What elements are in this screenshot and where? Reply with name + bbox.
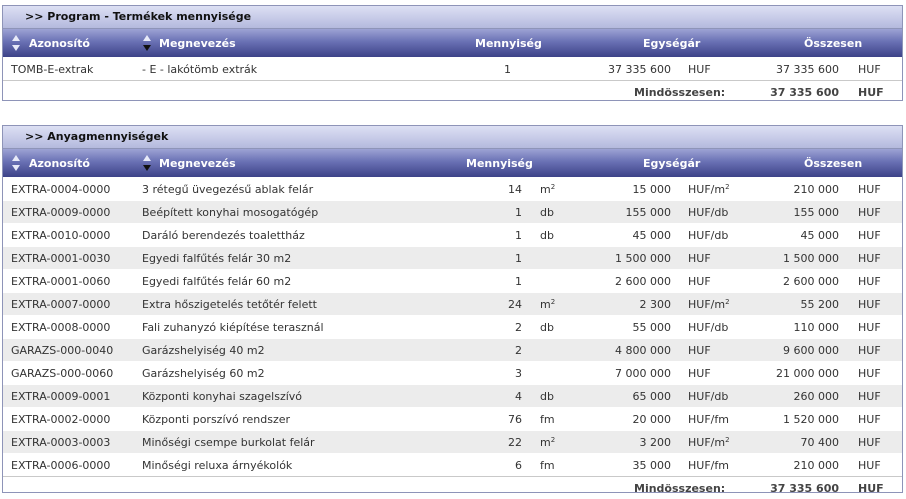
row-total	[743, 344, 839, 357]
row-quantity-unit-text: db	[540, 206, 554, 219]
row-name	[142, 63, 257, 76]
sort-both-icon[interactable]	[11, 153, 21, 173]
row-name	[142, 344, 265, 357]
row-name-text: Daráló berendezés toalettház	[142, 229, 305, 242]
sort-both-icon[interactable]	[11, 33, 21, 53]
grand-total-label: Mindösszesen:	[634, 482, 726, 495]
row-total	[743, 298, 839, 311]
row-price-unit	[688, 459, 729, 472]
row-name	[142, 183, 313, 196]
table-row[interactable]	[3, 177, 902, 200]
row-quantity-unit	[540, 206, 554, 219]
row-price-unit-text: HUF/fm	[688, 413, 729, 426]
table-row[interactable]	[3, 292, 902, 315]
row-total-unit-text: HUF	[858, 63, 881, 76]
row-price-unit-text: HUF/m	[688, 298, 726, 311]
row-total-unit	[858, 63, 881, 76]
row-price-unit	[688, 252, 711, 265]
row-price-unit	[688, 413, 729, 426]
row-quantity-unit	[540, 436, 555, 449]
row-id	[11, 63, 93, 76]
row-price-unit	[688, 229, 728, 242]
table-row[interactable]	[3, 200, 902, 223]
row-id-text: EXTRA-0001-0030	[11, 252, 111, 265]
row-price-unit-text: HUF/m	[688, 183, 726, 196]
row-total-unit-text: HUF	[858, 298, 881, 311]
row-quantity	[462, 413, 522, 426]
row-total	[743, 63, 839, 76]
row-total	[743, 390, 839, 403]
row-quantity-unit-superscript: 2	[550, 436, 556, 444]
row-total-text: 110 000	[793, 321, 839, 334]
row-quantity-text: 6	[515, 459, 522, 472]
row-total-unit	[858, 229, 881, 242]
row-total-text: 1 500 000	[783, 252, 839, 265]
column-header-quantity[interactable]: Mennyiség	[475, 37, 542, 50]
row-unit-price	[573, 459, 671, 472]
column-header-unit-price[interactable]: Egységár	[643, 37, 701, 50]
table-row[interactable]	[3, 223, 902, 246]
row-total	[743, 183, 839, 196]
materials-grand-total-row	[3, 476, 902, 499]
row-id-text: EXTRA-0001-0060	[11, 275, 111, 288]
row-unit-price-text: 35 000	[632, 459, 671, 472]
row-quantity-text: 1	[515, 206, 522, 219]
row-id	[11, 367, 113, 380]
row-unit-price-text: 45 000	[632, 229, 671, 242]
row-price-unit	[688, 436, 730, 449]
table-row[interactable]	[3, 57, 902, 80]
sort-descending-icon[interactable]	[142, 153, 152, 173]
row-name-text: Minőségi csempe burkolat felár	[142, 436, 315, 449]
row-price-unit	[688, 298, 730, 311]
table-row[interactable]	[3, 269, 902, 292]
row-quantity	[462, 321, 522, 334]
row-name-text: - E - lakótömb extrák	[142, 63, 258, 76]
table-row[interactable]	[3, 407, 902, 430]
column-header-name[interactable]: Megnevezés	[159, 157, 236, 170]
row-name-text: Egyedi falfűtés felár 60 m2	[142, 275, 292, 288]
column-header-total[interactable]: Összesen	[804, 37, 863, 50]
program-table-body	[3, 57, 902, 80]
table-row[interactable]	[3, 361, 902, 384]
row-total-unit-text: HUF	[858, 390, 881, 403]
row-total-text: 210 000	[793, 183, 839, 196]
row-price-unit-text: HUF	[688, 252, 711, 265]
row-unit-price	[573, 344, 671, 357]
row-quantity	[462, 459, 522, 472]
row-id	[11, 390, 110, 403]
row-price-unit	[688, 63, 711, 76]
row-price-unit-text: HUF/fm	[688, 459, 729, 472]
row-id-text: GARAZS-000-0060	[11, 367, 114, 380]
row-name	[142, 252, 291, 265]
row-quantity	[462, 252, 522, 265]
row-id	[11, 321, 110, 334]
row-quantity-unit-superscript: 2	[550, 183, 556, 191]
row-total-unit	[858, 413, 881, 426]
grand-total-unit: HUF	[858, 86, 884, 99]
row-id-text: EXTRA-0008-0000	[11, 321, 111, 334]
row-name-text: Beépített konyhai mosogatógép	[142, 206, 319, 219]
row-quantity-unit	[540, 390, 554, 403]
row-total-text: 210 000	[793, 459, 839, 472]
row-price-unit-text: HUF/db	[688, 321, 729, 334]
row-id	[11, 344, 113, 357]
row-quantity-unit-text: db	[540, 321, 554, 334]
row-quantity	[462, 206, 522, 219]
row-price-unit-text: HUF	[688, 367, 711, 380]
row-unit-price-text: 37 335 600	[608, 63, 671, 76]
row-total-text: 37 335 600	[776, 63, 839, 76]
row-quantity	[451, 63, 511, 76]
row-quantity-unit	[540, 413, 555, 426]
row-price-unit-text: HUF	[688, 344, 711, 357]
row-quantity-text: 1	[515, 252, 522, 265]
row-unit-price	[573, 252, 671, 265]
row-quantity	[462, 229, 522, 242]
row-price-unit	[688, 275, 711, 288]
materials-table-body	[3, 177, 902, 476]
row-total-text: 45 000	[800, 229, 839, 242]
row-id	[11, 459, 110, 472]
row-quantity-text: 22	[508, 436, 522, 449]
row-unit-price	[573, 321, 671, 334]
row-price-unit-text: HUF/db	[688, 229, 729, 242]
row-quantity-unit	[540, 459, 555, 472]
row-unit-price	[573, 183, 671, 196]
row-total-unit-text: HUF	[858, 436, 881, 449]
table-row[interactable]	[3, 315, 902, 338]
row-total-unit-text: HUF	[858, 252, 881, 265]
row-quantity-text: 24	[508, 298, 522, 311]
grand-total-value: 37 335 600	[770, 482, 839, 495]
row-unit-price	[573, 298, 671, 311]
table-row[interactable]	[3, 246, 902, 269]
row-price-unit-text: HUF/db	[688, 390, 729, 403]
row-price-unit-text: HUF/db	[688, 206, 729, 219]
row-total-unit	[858, 459, 881, 472]
row-name	[142, 321, 324, 334]
row-unit-price	[573, 275, 671, 288]
row-price-unit-text: HUF	[688, 63, 711, 76]
row-total-unit-text: HUF	[858, 459, 881, 472]
row-unit-price	[573, 229, 671, 242]
row-quantity-unit-text: fm	[540, 413, 555, 426]
row-unit-price-text: 4 800 000	[615, 344, 671, 357]
row-total-text: 1 520 000	[783, 413, 839, 426]
row-unit-price-text: 2 600 000	[615, 275, 671, 288]
row-name-text: Egyedi falfűtés felár 30 m2	[142, 252, 292, 265]
row-unit-price-text: 15 000	[632, 183, 671, 196]
column-header-quantity[interactable]: Mennyiség	[466, 157, 533, 170]
row-quantity-unit-text: db	[540, 390, 554, 403]
row-total-unit-text: HUF	[858, 413, 881, 426]
row-total-unit-text: HUF	[858, 275, 881, 288]
row-quantity-text: 4	[515, 390, 522, 403]
row-total-unit-text: HUF	[858, 206, 881, 219]
row-total-unit-text: HUF	[858, 321, 881, 334]
row-id	[11, 183, 110, 196]
row-quantity-unit-text: fm	[540, 459, 555, 472]
row-id-text: EXTRA-0010-0000	[11, 229, 111, 242]
row-quantity-text: 1	[515, 229, 522, 242]
row-price-unit	[688, 367, 711, 380]
row-quantity-unit	[540, 229, 554, 242]
row-price-unit-text: HUF/m	[688, 436, 726, 449]
row-total-unit	[858, 275, 881, 288]
row-quantity-text: 1	[504, 63, 511, 76]
row-price-unit-superscript: 2	[725, 436, 730, 444]
row-quantity	[462, 298, 522, 311]
row-unit-price-text: 2 300	[639, 298, 671, 311]
row-id-text: EXTRA-0009-0001	[11, 390, 111, 403]
row-quantity-unit-text: m	[540, 298, 551, 311]
row-name	[142, 229, 305, 242]
row-total-unit	[858, 252, 881, 265]
row-name	[142, 298, 317, 311]
row-quantity	[462, 390, 522, 403]
materials-panel-title: >> Anyagmennyiségek	[3, 126, 902, 149]
row-name-text: Központi konyhai szagelszívó	[142, 390, 303, 403]
row-unit-price-text: 20 000	[632, 413, 671, 426]
row-id	[11, 413, 110, 426]
row-total-text: 2 600 000	[783, 275, 839, 288]
row-total-unit	[858, 436, 881, 449]
program-grand-total-row	[3, 80, 902, 103]
row-total-unit	[858, 298, 881, 311]
row-total	[743, 206, 839, 219]
row-unit-price	[573, 413, 671, 426]
table-row[interactable]	[3, 453, 902, 476]
row-total-unit-text: HUF	[858, 183, 881, 196]
materials-table-header	[3, 149, 902, 177]
row-total-unit-text: HUF	[858, 344, 881, 357]
materials-panel	[2, 125, 903, 493]
row-total	[743, 436, 839, 449]
row-name	[142, 413, 290, 426]
row-quantity-unit-text: m	[540, 436, 551, 449]
row-name-text: Garázshelyiség 60 m2	[142, 367, 265, 380]
row-id-text: EXTRA-0003-0003	[11, 436, 111, 449]
row-total	[743, 367, 839, 380]
row-id-text: TOMB-E-extrak	[11, 63, 94, 76]
row-total-text: 21 000 000	[776, 367, 839, 380]
row-id-text: EXTRA-0007-0000	[11, 298, 111, 311]
row-total	[743, 459, 839, 472]
row-id	[11, 206, 110, 219]
row-unit-price-text: 7 000 000	[615, 367, 671, 380]
row-id	[11, 275, 110, 288]
row-total-unit-text: HUF	[858, 229, 881, 242]
grand-total-unit: HUF	[858, 482, 884, 495]
row-name	[142, 275, 291, 288]
row-quantity	[462, 344, 522, 357]
row-total	[743, 229, 839, 242]
row-total	[743, 275, 839, 288]
row-name	[142, 206, 318, 219]
sort-descending-icon[interactable]	[142, 33, 152, 53]
row-quantity-unit-superscript: 2	[550, 298, 556, 306]
row-total	[743, 252, 839, 265]
row-price-unit	[688, 344, 711, 357]
column-header-id[interactable]: Azonosító	[29, 37, 90, 50]
row-total	[743, 321, 839, 334]
table-row[interactable]	[3, 338, 902, 361]
row-name	[142, 390, 302, 403]
row-total	[743, 413, 839, 426]
row-quantity-text: 14	[508, 183, 522, 196]
table-row[interactable]	[3, 384, 902, 407]
row-name-text: Garázshelyiség 40 m2	[142, 344, 265, 357]
row-unit-price	[573, 206, 671, 219]
row-price-unit	[688, 390, 728, 403]
row-unit-price-text: 3 200	[639, 436, 671, 449]
row-name-text: Fali zuhanyzó kiépítése terasznál	[142, 321, 324, 334]
column-header-id[interactable]: Azonosító	[29, 157, 90, 170]
grand-total-value: 37 335 600	[770, 86, 839, 99]
row-unit-price	[573, 63, 671, 76]
row-price-unit-superscript: 2	[725, 183, 730, 191]
row-total-unit	[858, 390, 881, 403]
row-id	[11, 436, 110, 449]
row-id-text: EXTRA-0006-0000	[11, 459, 111, 472]
column-header-unit-price[interactable]: Egységár	[643, 157, 701, 170]
row-name-text: Extra hőszigetelés tetőtér felett	[142, 298, 317, 311]
row-id	[11, 229, 110, 242]
row-quantity	[462, 275, 522, 288]
row-name	[142, 436, 315, 449]
row-id-text: EXTRA-0002-0000	[11, 413, 111, 426]
row-total-text: 55 200	[800, 298, 839, 311]
row-id-text: EXTRA-0009-0000	[11, 206, 111, 219]
row-total-unit	[858, 344, 881, 357]
row-total-unit	[858, 321, 881, 334]
row-quantity-text: 2	[515, 344, 522, 357]
row-total-unit-text: HUF	[858, 367, 881, 380]
row-name	[142, 367, 265, 380]
row-quantity-unit	[540, 183, 555, 196]
column-header-total[interactable]: Összesen	[804, 157, 863, 170]
row-quantity	[462, 436, 522, 449]
row-price-unit	[688, 206, 728, 219]
program-panel	[2, 5, 903, 101]
row-unit-price-text: 65 000	[632, 390, 671, 403]
row-unit-price-text: 55 000	[632, 321, 671, 334]
row-name	[142, 459, 292, 472]
program-panel-title: >> Program - Termékek mennyisége	[3, 6, 902, 29]
row-quantity-unit-text: db	[540, 229, 554, 242]
row-quantity	[462, 367, 522, 380]
row-unit-price-text: 155 000	[625, 206, 671, 219]
row-id	[11, 252, 110, 265]
row-name-text: 3 rétegű üvegezésű ablak felár	[142, 183, 314, 196]
row-total-text: 70 400	[800, 436, 839, 449]
row-quantity	[462, 183, 522, 196]
row-id	[11, 298, 110, 311]
row-price-unit	[688, 183, 730, 196]
program-table-header	[3, 29, 902, 57]
row-total-text: 9 600 000	[783, 344, 839, 357]
row-quantity-unit	[540, 298, 555, 311]
column-header-name[interactable]: Megnevezés	[159, 37, 236, 50]
row-price-unit-superscript: 2	[725, 298, 730, 306]
row-unit-price	[573, 390, 671, 403]
row-name-text: Minőségi reluxa árnyékolók	[142, 459, 293, 472]
table-row[interactable]	[3, 430, 902, 453]
row-unit-price-text: 1 500 000	[615, 252, 671, 265]
row-id-text: EXTRA-0004-0000	[11, 183, 111, 196]
row-quantity-text: 2	[515, 321, 522, 334]
row-total-unit	[858, 183, 881, 196]
row-quantity-text: 1	[515, 275, 522, 288]
grand-total-label: Mindösszesen:	[634, 86, 726, 99]
row-price-unit	[688, 321, 728, 334]
row-name-text: Központi porszívó rendszer	[142, 413, 291, 426]
row-quantity-text: 3	[515, 367, 522, 380]
row-quantity-unit-text: m	[540, 183, 551, 196]
row-id-text: GARAZS-000-0040	[11, 344, 114, 357]
row-unit-price	[573, 436, 671, 449]
row-total-text: 260 000	[793, 390, 839, 403]
row-total-unit	[858, 206, 881, 219]
row-quantity-unit	[540, 321, 554, 334]
row-total-text: 155 000	[793, 206, 839, 219]
row-total-unit	[858, 367, 881, 380]
row-quantity-text: 76	[508, 413, 522, 426]
row-unit-price	[573, 367, 671, 380]
row-price-unit-text: HUF	[688, 275, 711, 288]
